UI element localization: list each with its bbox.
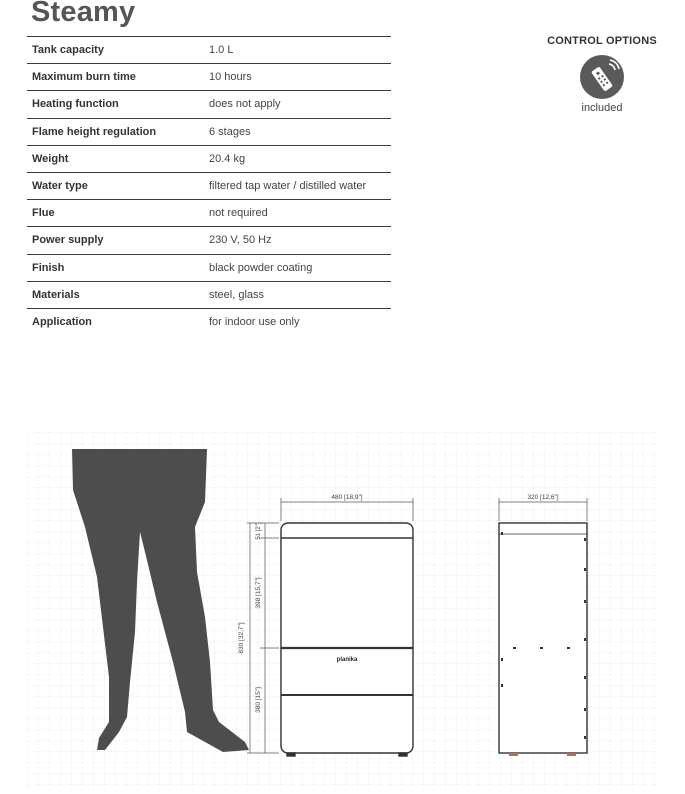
spec-row (27, 254, 391, 281)
front-view (281, 523, 413, 756)
spec-label: Power supply (32, 234, 104, 247)
spec-row (27, 226, 391, 253)
spec-value: filtered tap water / distilled water (209, 180, 367, 193)
spec-value: 230 V, 50 Hz (209, 234, 272, 247)
front-width-label: 480 [18,9"] (331, 494, 363, 501)
spec-value: black powder coating (209, 261, 313, 274)
remote-control-icon (580, 55, 624, 99)
spec-label: Water type (32, 180, 88, 193)
page-title: Steamy (31, 0, 136, 28)
spec-label: Materials (32, 288, 80, 301)
spec-row (27, 90, 391, 117)
spec-label: Application (32, 315, 92, 328)
spec-row (27, 145, 391, 172)
total-height-label: 830 [32,7"] (238, 622, 245, 654)
spec-value: 1.0 L (209, 44, 234, 57)
control-options (540, 35, 664, 114)
spec-value: not required (209, 207, 268, 220)
spec-row (27, 308, 391, 335)
spec-value: steel, glass (209, 288, 265, 301)
spec-label: Flue (32, 207, 55, 220)
spec-row (27, 172, 391, 199)
control-options-note: included (581, 102, 623, 114)
spec-row (27, 199, 391, 226)
spec-table (27, 36, 391, 335)
spec-label: Finish (32, 261, 65, 274)
side-foot-right (567, 753, 576, 756)
spec-label: Flame height regulation (32, 125, 157, 138)
side-view (499, 523, 587, 753)
spec-row (27, 281, 391, 308)
spec-row (27, 36, 391, 63)
dimension-drawing (27, 432, 659, 789)
brand-logo: planika (336, 657, 358, 663)
middle-section-label: 398 [15,7"] (255, 577, 262, 609)
spec-label: Heating function (32, 98, 119, 111)
spec-row (27, 63, 391, 90)
bottom-section-label: 380 [15"] (255, 687, 262, 713)
control-options-title: CONTROL OPTIONS (547, 35, 657, 47)
spec-label: Tank capacity (32, 44, 104, 57)
spec-value: 6 stages (209, 125, 251, 138)
spec-row (27, 118, 391, 145)
spec-value: does not apply (209, 98, 281, 111)
spec-label: Maximum burn time (32, 71, 136, 84)
spec-label: Weight (32, 152, 69, 165)
spec-value: for indoor use only (209, 315, 300, 328)
top-section-label: 51 [2"] (256, 522, 262, 540)
spec-value: 20.4 kg (209, 152, 246, 165)
spec-value: 10 hours (209, 71, 252, 84)
side-foot-left (509, 753, 518, 756)
side-width-label: 320 [12,6"] (527, 494, 559, 501)
